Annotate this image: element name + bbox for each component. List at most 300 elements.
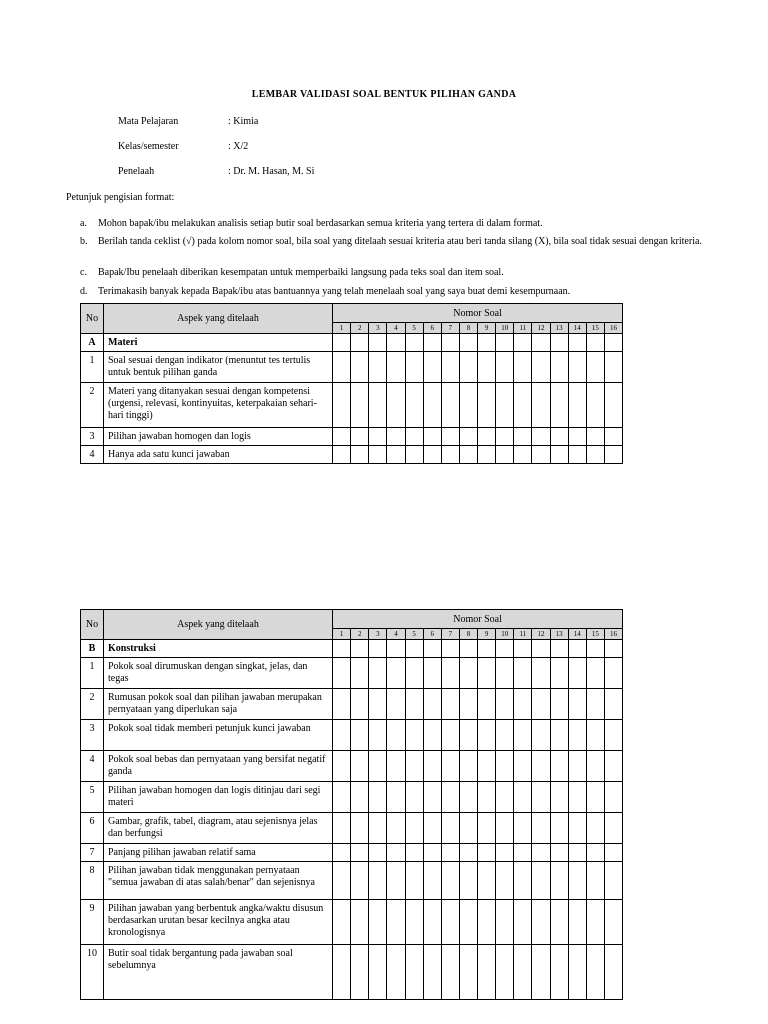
- check-cell[interactable]: [333, 352, 351, 383]
- check-cell[interactable]: [496, 862, 514, 900]
- check-cell[interactable]: [333, 446, 351, 464]
- check-cell[interactable]: [441, 945, 459, 1000]
- check-cell[interactable]: [369, 720, 387, 751]
- check-cell[interactable]: [604, 813, 622, 844]
- check-cell[interactable]: [514, 689, 532, 720]
- row-number: 4: [81, 751, 104, 782]
- check-cell[interactable]: [423, 900, 441, 945]
- check-cell[interactable]: [586, 813, 604, 844]
- check-cell[interactable]: [423, 428, 441, 446]
- table-row: [81, 383, 623, 428]
- instruction-marker: d.: [80, 286, 88, 297]
- validation-table-konstruksi: [80, 609, 623, 1000]
- check-cell[interactable]: [441, 428, 459, 446]
- check-cell[interactable]: [604, 862, 622, 900]
- check-cell[interactable]: [604, 383, 622, 428]
- check-cell[interactable]: [514, 945, 532, 1000]
- check-cell[interactable]: [550, 751, 568, 782]
- check-cell[interactable]: [478, 945, 496, 1000]
- meta-label: Kelas/semester: [118, 141, 179, 152]
- check-cell[interactable]: [478, 844, 496, 862]
- check-cell[interactable]: [604, 446, 622, 464]
- instruction-marker: a.: [80, 218, 87, 229]
- check-cell[interactable]: [514, 658, 532, 689]
- check-cell[interactable]: [514, 446, 532, 464]
- check-cell[interactable]: [387, 352, 405, 383]
- check-cell[interactable]: [568, 844, 586, 862]
- check-cell[interactable]: [351, 689, 369, 720]
- check-cell[interactable]: [405, 383, 423, 428]
- check-cell[interactable]: [532, 945, 550, 1000]
- check-cell[interactable]: [586, 751, 604, 782]
- check-cell[interactable]: [423, 782, 441, 813]
- check-cell[interactable]: [369, 945, 387, 1000]
- check-cell[interactable]: [423, 813, 441, 844]
- check-cell[interactable]: [459, 813, 477, 844]
- check-cell[interactable]: [550, 720, 568, 751]
- header-question-number: 5: [405, 629, 423, 640]
- check-cell[interactable]: [568, 862, 586, 900]
- instruction-marker: c.: [80, 267, 87, 278]
- row-criterion: Gambar, grafik, tabel, diagram, atau sejenisnya jelas dan berfungsi: [104, 813, 333, 844]
- check-cell[interactable]: [514, 900, 532, 945]
- header-question-number: 13: [550, 629, 568, 640]
- check-cell[interactable]: [369, 658, 387, 689]
- check-cell[interactable]: [550, 352, 568, 383]
- check-cell[interactable]: [369, 900, 387, 945]
- check-cell[interactable]: [532, 844, 550, 862]
- check-cell[interactable]: [405, 720, 423, 751]
- instruction-text: Bapak/Ibu penelaah diberikan kesempatan untuk memperbaiki langsung pada teks soal dan item soal.: [98, 267, 504, 278]
- check-cell[interactable]: [333, 813, 351, 844]
- row-criterion: Pilihan jawaban yang berbentuk angka/waktu disusun berdasarkan urutan besar kecilnya angka atau kronologisnya: [104, 900, 333, 945]
- check-cell[interactable]: [441, 813, 459, 844]
- check-cell[interactable]: [496, 352, 514, 383]
- check-cell[interactable]: [478, 782, 496, 813]
- row-criterion: Soal sesuai dengan indikator (menuntut tes tertulis untuk bentuk pilihan ganda: [104, 352, 333, 383]
- check-cell[interactable]: [333, 751, 351, 782]
- check-cell[interactable]: [423, 446, 441, 464]
- header-nomor-soal: Nomor Soal: [333, 304, 623, 323]
- check-cell[interactable]: [369, 862, 387, 900]
- check-cell[interactable]: [568, 352, 586, 383]
- check-cell[interactable]: [514, 428, 532, 446]
- check-cell: [532, 640, 550, 658]
- check-cell[interactable]: [514, 720, 532, 751]
- instruction-item: [80, 285, 712, 298]
- check-cell[interactable]: [387, 446, 405, 464]
- check-cell[interactable]: [459, 352, 477, 383]
- check-cell[interactable]: [604, 751, 622, 782]
- check-cell[interactable]: [478, 720, 496, 751]
- check-cell[interactable]: [405, 945, 423, 1000]
- check-cell[interactable]: [459, 658, 477, 689]
- row-number: 3: [81, 428, 104, 446]
- check-cell[interactable]: [550, 945, 568, 1000]
- check-cell[interactable]: [604, 352, 622, 383]
- check-cell[interactable]: [586, 383, 604, 428]
- check-cell[interactable]: [441, 862, 459, 900]
- instruction-item: [80, 217, 712, 230]
- check-cell[interactable]: [586, 689, 604, 720]
- check-cell[interactable]: [387, 782, 405, 813]
- check-cell[interactable]: [478, 352, 496, 383]
- check-cell[interactable]: [441, 658, 459, 689]
- check-cell[interactable]: [387, 900, 405, 945]
- check-cell[interactable]: [423, 658, 441, 689]
- check-cell[interactable]: [459, 446, 477, 464]
- check-cell[interactable]: [514, 844, 532, 862]
- row-criterion: Pokok soal dirumuskan dengan singkat, jelas, dan tegas: [104, 658, 333, 689]
- check-cell: [333, 334, 351, 352]
- check-cell[interactable]: [478, 751, 496, 782]
- check-cell[interactable]: [496, 383, 514, 428]
- check-cell[interactable]: [604, 658, 622, 689]
- header-nomor-soal: Nomor Soal: [333, 610, 623, 629]
- check-cell[interactable]: [478, 689, 496, 720]
- check-cell[interactable]: [496, 689, 514, 720]
- check-cell[interactable]: [351, 813, 369, 844]
- check-cell[interactable]: [550, 383, 568, 428]
- check-cell[interactable]: [496, 428, 514, 446]
- check-cell[interactable]: [586, 352, 604, 383]
- header-question-number: 7: [441, 629, 459, 640]
- check-cell[interactable]: [351, 658, 369, 689]
- check-cell[interactable]: [459, 844, 477, 862]
- check-cell[interactable]: [333, 720, 351, 751]
- check-cell[interactable]: [333, 945, 351, 1000]
- check-cell[interactable]: [604, 844, 622, 862]
- header-question-number: 10: [496, 629, 514, 640]
- check-cell[interactable]: [441, 844, 459, 862]
- check-cell[interactable]: [586, 945, 604, 1000]
- check-cell[interactable]: [514, 862, 532, 900]
- check-cell[interactable]: [532, 352, 550, 383]
- check-cell[interactable]: [586, 446, 604, 464]
- header-aspek: Aspek yang ditelaah: [104, 304, 333, 334]
- check-cell[interactable]: [387, 383, 405, 428]
- check-cell[interactable]: [405, 689, 423, 720]
- check-cell[interactable]: [568, 751, 586, 782]
- check-cell[interactable]: [423, 352, 441, 383]
- check-cell[interactable]: [459, 428, 477, 446]
- check-cell[interactable]: [604, 900, 622, 945]
- check-cell[interactable]: [351, 751, 369, 782]
- check-cell[interactable]: [369, 428, 387, 446]
- check-cell: [369, 334, 387, 352]
- check-cell[interactable]: [351, 844, 369, 862]
- check-cell: [568, 640, 586, 658]
- check-cell[interactable]: [496, 446, 514, 464]
- check-cell[interactable]: [423, 689, 441, 720]
- check-cell[interactable]: [532, 720, 550, 751]
- header-question-number: 1: [333, 323, 351, 334]
- check-cell[interactable]: [568, 720, 586, 751]
- check-cell[interactable]: [423, 720, 441, 751]
- check-cell[interactable]: [532, 862, 550, 900]
- table-row: [81, 862, 623, 900]
- check-cell[interactable]: [586, 782, 604, 813]
- check-cell[interactable]: [405, 352, 423, 383]
- check-cell[interactable]: [441, 720, 459, 751]
- check-cell[interactable]: [478, 900, 496, 945]
- header-question-number: 14: [568, 323, 586, 334]
- check-cell[interactable]: [496, 900, 514, 945]
- check-cell[interactable]: [532, 658, 550, 689]
- row-number: 6: [81, 813, 104, 844]
- check-cell[interactable]: [351, 945, 369, 1000]
- table-row: [81, 428, 623, 446]
- check-cell[interactable]: [405, 862, 423, 900]
- header-no: No: [81, 304, 104, 334]
- check-cell[interactable]: [532, 813, 550, 844]
- check-cell[interactable]: [369, 844, 387, 862]
- meta-label: Mata Pelajaran: [118, 116, 179, 127]
- check-cell[interactable]: [351, 782, 369, 813]
- check-cell: [586, 334, 604, 352]
- check-cell[interactable]: [333, 862, 351, 900]
- check-cell[interactable]: [459, 900, 477, 945]
- check-cell: [550, 640, 568, 658]
- check-cell[interactable]: [405, 428, 423, 446]
- check-cell[interactable]: [586, 900, 604, 945]
- check-cell[interactable]: [405, 844, 423, 862]
- check-cell[interactable]: [604, 720, 622, 751]
- check-cell[interactable]: [441, 751, 459, 782]
- header-question-number: 9: [478, 629, 496, 640]
- check-cell[interactable]: [550, 782, 568, 813]
- check-cell: [351, 334, 369, 352]
- check-cell: [478, 334, 496, 352]
- row-number: 5: [81, 782, 104, 813]
- instruction-item: [80, 235, 712, 248]
- check-cell[interactable]: [333, 428, 351, 446]
- check-cell[interactable]: [441, 900, 459, 945]
- check-cell[interactable]: [387, 689, 405, 720]
- check-cell[interactable]: [550, 658, 568, 689]
- check-cell[interactable]: [351, 383, 369, 428]
- section-label: Konstruksi: [104, 640, 333, 658]
- check-cell[interactable]: [459, 689, 477, 720]
- check-cell[interactable]: [387, 945, 405, 1000]
- header-question-number: 14: [568, 629, 586, 640]
- check-cell[interactable]: [405, 900, 423, 945]
- table-row: [81, 900, 623, 945]
- check-cell[interactable]: [333, 689, 351, 720]
- check-cell[interactable]: [423, 383, 441, 428]
- row-number: 2: [81, 689, 104, 720]
- check-cell: [459, 334, 477, 352]
- check-cell[interactable]: [351, 428, 369, 446]
- check-cell[interactable]: [333, 900, 351, 945]
- check-cell[interactable]: [387, 658, 405, 689]
- check-cell[interactable]: [568, 945, 586, 1000]
- table-row: [81, 945, 623, 1000]
- header-question-number: 4: [387, 629, 405, 640]
- check-cell[interactable]: [586, 720, 604, 751]
- check-cell[interactable]: [550, 862, 568, 900]
- check-cell[interactable]: [351, 720, 369, 751]
- check-cell[interactable]: [369, 689, 387, 720]
- check-cell[interactable]: [333, 383, 351, 428]
- check-cell[interactable]: [478, 658, 496, 689]
- header-aspek: Aspek yang ditelaah: [104, 610, 333, 640]
- header-question-number: 15: [586, 323, 604, 334]
- check-cell[interactable]: [568, 813, 586, 844]
- check-cell[interactable]: [387, 751, 405, 782]
- section-no: A: [81, 334, 104, 352]
- check-cell: [568, 334, 586, 352]
- check-cell[interactable]: [568, 782, 586, 813]
- header-question-number: 16: [604, 323, 622, 334]
- check-cell[interactable]: [496, 720, 514, 751]
- check-cell[interactable]: [568, 689, 586, 720]
- check-cell[interactable]: [459, 751, 477, 782]
- check-cell[interactable]: [351, 900, 369, 945]
- check-cell[interactable]: [387, 813, 405, 844]
- check-cell[interactable]: [387, 720, 405, 751]
- row-number: 4: [81, 446, 104, 464]
- header-question-number: 6: [423, 629, 441, 640]
- check-cell[interactable]: [441, 782, 459, 813]
- check-cell[interactable]: [441, 689, 459, 720]
- instruction-marker: b.: [80, 236, 88, 247]
- check-cell[interactable]: [550, 844, 568, 862]
- header-question-number: 9: [478, 323, 496, 334]
- check-cell[interactable]: [496, 658, 514, 689]
- check-cell[interactable]: [478, 862, 496, 900]
- check-cell[interactable]: [496, 844, 514, 862]
- instruction-text: Berilah tanda ceklist (√) pada kolom nomor soal, bila soal yang ditelaah sesuai kriteria atau beri tanda silang (X), bila soal tidak sesuai dengan kriteria.: [98, 236, 702, 247]
- check-cell[interactable]: [478, 383, 496, 428]
- check-cell[interactable]: [423, 862, 441, 900]
- check-cell[interactable]: [496, 782, 514, 813]
- check-cell: [532, 334, 550, 352]
- check-cell[interactable]: [514, 352, 532, 383]
- check-cell[interactable]: [586, 428, 604, 446]
- check-cell[interactable]: [405, 782, 423, 813]
- check-cell[interactable]: [496, 813, 514, 844]
- check-cell[interactable]: [351, 862, 369, 900]
- check-cell[interactable]: [459, 720, 477, 751]
- check-cell[interactable]: [604, 428, 622, 446]
- check-cell: [405, 334, 423, 352]
- check-cell[interactable]: [532, 383, 550, 428]
- row-criterion: Pokok soal bebas dan pernyataan yang bersifat negatif ganda: [104, 751, 333, 782]
- check-cell[interactable]: [586, 658, 604, 689]
- header-question-number: 2: [351, 323, 369, 334]
- check-cell[interactable]: [423, 844, 441, 862]
- check-cell[interactable]: [423, 945, 441, 1000]
- header-question-number: 16: [604, 629, 622, 640]
- check-cell[interactable]: [568, 428, 586, 446]
- check-cell[interactable]: [369, 383, 387, 428]
- check-cell[interactable]: [568, 446, 586, 464]
- check-cell[interactable]: [604, 782, 622, 813]
- table-row: [81, 352, 623, 383]
- check-cell[interactable]: [369, 446, 387, 464]
- check-cell: [496, 640, 514, 658]
- check-cell[interactable]: [568, 383, 586, 428]
- check-cell[interactable]: [478, 813, 496, 844]
- header-question-number: 8: [459, 629, 477, 640]
- check-cell[interactable]: [405, 751, 423, 782]
- check-cell[interactable]: [333, 658, 351, 689]
- check-cell[interactable]: [405, 658, 423, 689]
- check-cell[interactable]: [333, 782, 351, 813]
- check-cell[interactable]: [387, 844, 405, 862]
- check-cell[interactable]: [514, 383, 532, 428]
- check-cell[interactable]: [387, 428, 405, 446]
- check-cell[interactable]: [387, 862, 405, 900]
- check-cell[interactable]: [532, 751, 550, 782]
- check-cell[interactable]: [369, 352, 387, 383]
- check-cell[interactable]: [405, 446, 423, 464]
- header-question-number: 6: [423, 323, 441, 334]
- check-cell[interactable]: [604, 945, 622, 1000]
- check-cell[interactable]: [351, 352, 369, 383]
- check-cell[interactable]: [514, 813, 532, 844]
- check-cell[interactable]: [550, 689, 568, 720]
- section-label: Materi: [104, 334, 333, 352]
- check-cell[interactable]: [550, 446, 568, 464]
- check-cell[interactable]: [568, 658, 586, 689]
- check-cell[interactable]: [369, 751, 387, 782]
- check-cell[interactable]: [532, 689, 550, 720]
- check-cell[interactable]: [532, 446, 550, 464]
- check-cell[interactable]: [459, 945, 477, 1000]
- check-cell[interactable]: [568, 900, 586, 945]
- row-criterion: Pilihan jawaban homogen dan logis: [104, 428, 333, 446]
- check-cell[interactable]: [369, 782, 387, 813]
- check-cell[interactable]: [459, 862, 477, 900]
- check-cell[interactable]: [351, 446, 369, 464]
- table-row: [81, 813, 623, 844]
- check-cell[interactable]: [459, 383, 477, 428]
- header-question-number: 5: [405, 323, 423, 334]
- check-cell[interactable]: [423, 751, 441, 782]
- header-question-number: 3: [369, 629, 387, 640]
- check-cell[interactable]: [514, 751, 532, 782]
- check-cell[interactable]: [550, 428, 568, 446]
- check-cell[interactable]: [586, 844, 604, 862]
- row-criterion: Butir soal tidak bergantung pada jawaban soal sebelumnya: [104, 945, 333, 1000]
- check-cell[interactable]: [514, 782, 532, 813]
- check-cell[interactable]: [441, 446, 459, 464]
- check-cell[interactable]: [478, 446, 496, 464]
- check-cell[interactable]: [550, 900, 568, 945]
- check-cell[interactable]: [586, 862, 604, 900]
- check-cell[interactable]: [369, 813, 387, 844]
- check-cell[interactable]: [496, 945, 514, 1000]
- check-cell[interactable]: [532, 900, 550, 945]
- check-cell[interactable]: [333, 844, 351, 862]
- check-cell[interactable]: [532, 782, 550, 813]
- check-cell[interactable]: [405, 813, 423, 844]
- check-cell[interactable]: [604, 689, 622, 720]
- check-cell: [604, 640, 622, 658]
- table-row: [81, 446, 623, 464]
- check-cell[interactable]: [441, 352, 459, 383]
- check-cell[interactable]: [496, 751, 514, 782]
- row-criterion: Materi yang ditanyakan sesuai dengan kompetensi (urgensi, relevasi, kontinyuitas, keterpakaian sehari-hari tinggi): [104, 383, 333, 428]
- header-question-number: 11: [514, 323, 532, 334]
- check-cell[interactable]: [441, 383, 459, 428]
- check-cell[interactable]: [459, 782, 477, 813]
- check-cell[interactable]: [478, 428, 496, 446]
- check-cell[interactable]: [532, 428, 550, 446]
- check-cell[interactable]: [550, 813, 568, 844]
